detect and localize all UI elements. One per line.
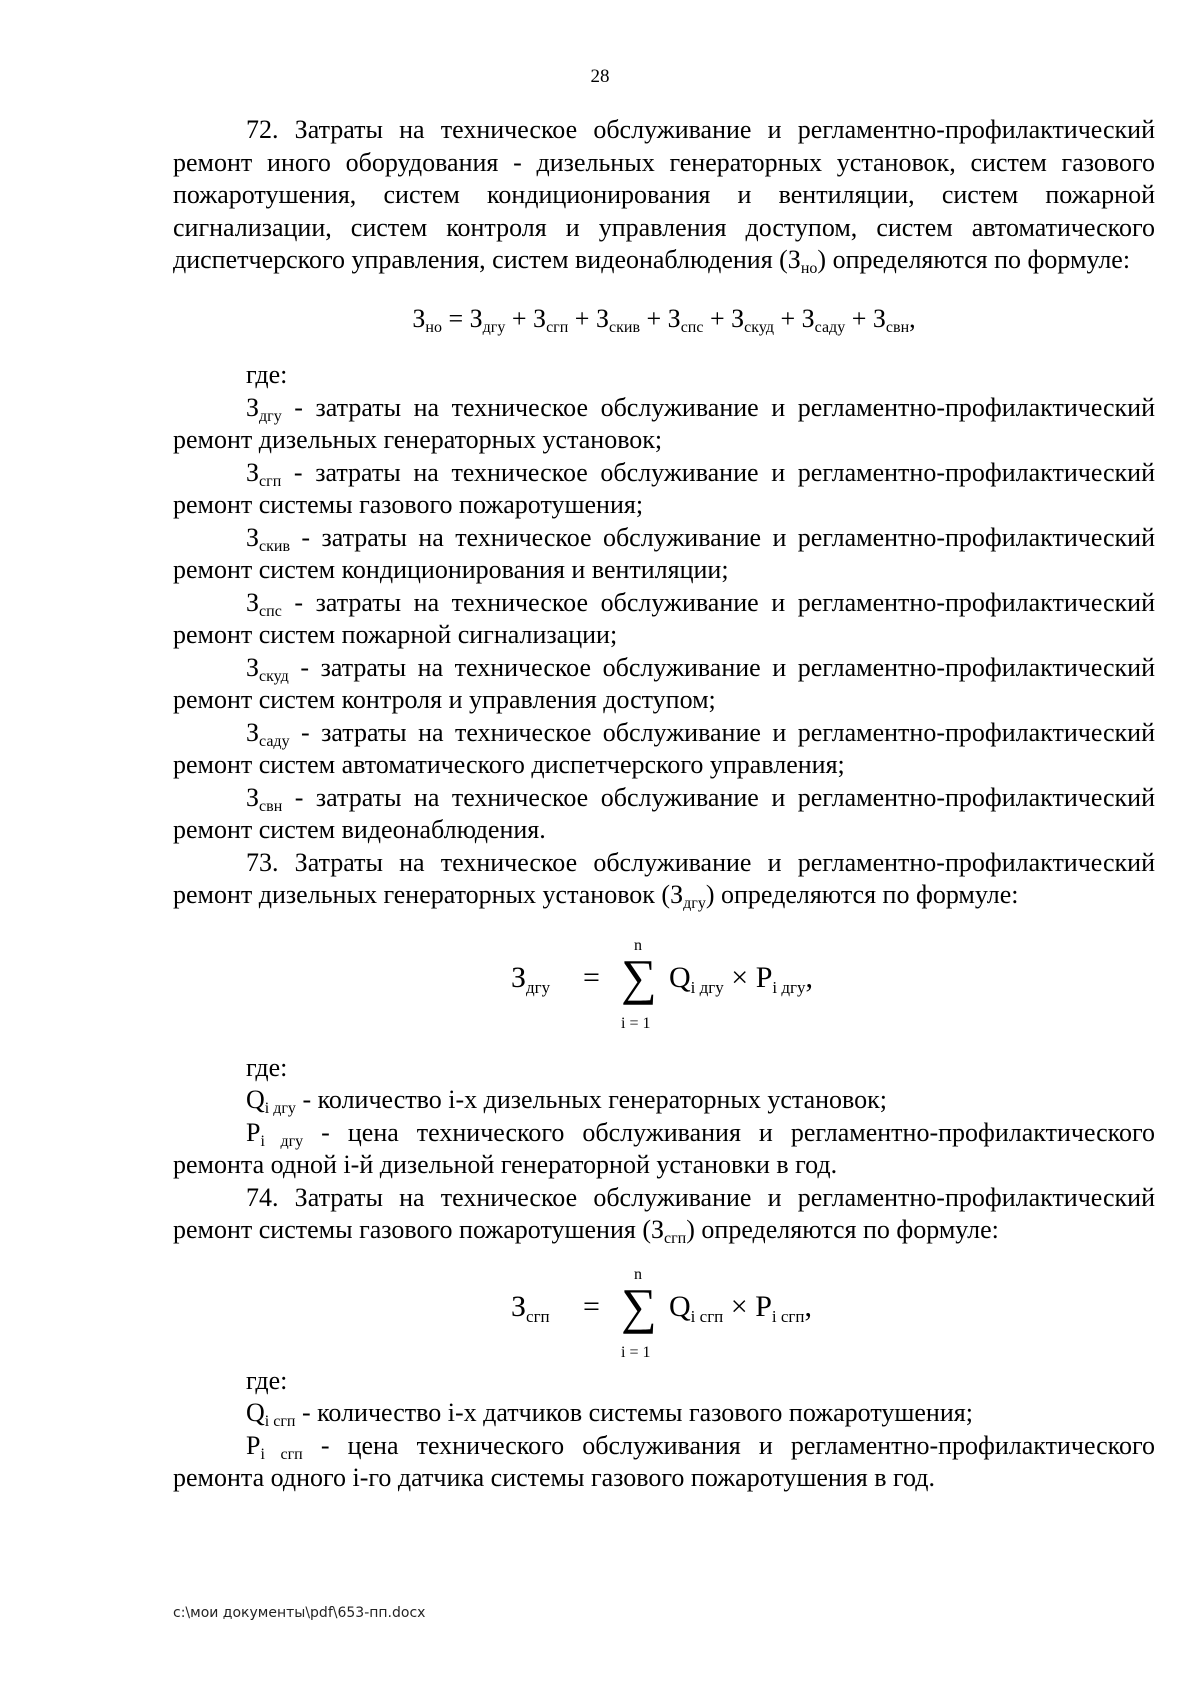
definition-item: $З_{спс}$ - затраты на техническое обслуживание и регламентно-профилактический ремонт систем пожарной сигнализации; (173, 587, 1155, 649)
definition-item: $P_{i дгу}$ - цена технического обслуживания и регламентно-профилактического ремонта одной i-й дизельной генераторной установки в год. (173, 1117, 1155, 1179)
definition-item: $P_{i сгп}$ - цена технического обслуживания и регламентно-профилактического ремонта одного i-го датчика системы газового пожаротушения в год. (173, 1430, 1156, 1492)
formula-total: $З_{но} = З_{дгу} + З_{сгп} + З_{скив} + З_{спс} + З_{скуд} + З_{саду} + З_{свн}$, (412, 303, 916, 336)
paragraph-72: 72. Затраты на техническое обслуживание и регламентно-профилактический ремонт иного оборудования - дизельных генераторных установок, систем газового пожаротушения, систем кондиционирования и вентиляции, систем пожарной сигнализации, систем контроля и управления доступом, систем автоматического диспетчерского управления, систем видеонаблюдения $(З_{но})$ определяются по формуле: (173, 115, 1155, 277)
definition-item: $З_{скив}$ - затраты на техническое обслуживание и регламентно-профилактический ремонт систем кондиционирования и вентиляции; (173, 522, 1155, 584)
definition-item: $З_{дгу}$ - затраты на техническое обслуживание и регламентно-профилактический ремонт дизельных генераторных установок; (173, 392, 1155, 454)
sum-sign: ∑ (621, 1277, 657, 1334)
where-label: где: (246, 1365, 288, 1395)
definition-item: $З_{свн}$ - затраты на техническое обслуживание и регламентно-профилактический ремонт систем видеонаблюдения. (173, 782, 1155, 844)
definition-item: $З_{скуд}$ - затраты на техническое обслуживание и регламентно-профилактический ремонт систем контроля и управления доступом; (173, 652, 1155, 714)
page-number: 28 (590, 66, 610, 87)
where-label: где: (246, 1052, 288, 1082)
file-path-footer: c:\мои документы\pdf\653-пп.docx (173, 1605, 426, 1621)
definition-item: $Q_{i дгу}$ - количество i-х дизельных генераторных установок; (246, 1085, 887, 1117)
definition-item: $Q_{i сгп}$ - количество i-х датчиков системы газового пожаротушения; (246, 1398, 973, 1430)
where-label: где: (246, 360, 288, 389)
formula-dgu: $З_{дгу}$ = n ∑ i = 1 $Q_{i дгу} \times P_{i дгу}$, (511, 936, 813, 1032)
paragraph-74: 74. Затраты на техническое обслуживание и регламентно-профилактический ремонт системы газового пожаротушения $(З_{сгп})$ определяются по формуле: (173, 1182, 1155, 1247)
paragraph-73: 73. Затраты на техническое обслуживание и регламентно-профилактический ремонт дизельных генераторных установок $(З_{дгу})$ определяются по формуле: (173, 847, 1155, 912)
definition-item: $З_{саду}$ - затраты на техническое обслуживание и регламентно-профилактический ремонт систем автоматического диспетчерского управления; (173, 717, 1155, 779)
definition-item: $З_{сгп}$ - затраты на техническое обслуживание и регламентно-профилактический ремонт системы газового пожаротушения; (173, 457, 1155, 519)
document-body (173, 114, 1155, 1495)
sum-sign: ∑ (621, 948, 657, 1005)
formula-sgp: $З_{сгп}$ = n ∑ i = 1 $Q_{i сгп} \times P_{i сгп}$, (511, 1265, 812, 1361)
